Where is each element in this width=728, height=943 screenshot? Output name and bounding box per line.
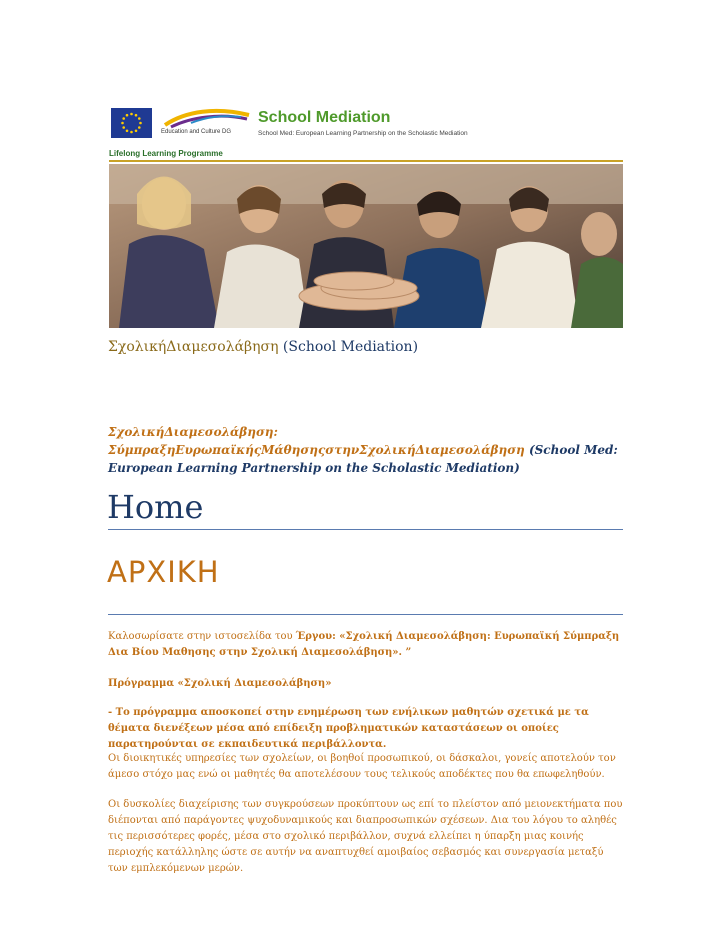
home-heading: Home <box>107 488 204 526</box>
project-heading-english: (School Med: <box>528 443 618 457</box>
site-title-greek: ΣχολικήΔιαμεσολάβηση <box>108 339 279 355</box>
project-heading <box>108 423 628 477</box>
difficulties-paragraph: Οι δυσκολίες διαχείρισης των συγκρούσεων προκύπτουν ως επί το πλείστον από μειονεκτήματα που διέπονται από παράγοντες ψυχοδυναμικούς και διαπροσωπικών σχέσεων. Δια του λόγου το αληθές τις περισσότερες φορές, μέσα στο σχολικό περιβάλλον, συχνά ελλείπει η ύπαρξη μιας κοινής περιοχής κατάλληλης ώστε σε αυτήν να αναπτυχθεί αμοιβαίος σεβασμός και συνεργασία μεταξύ των εμπλεκόμενων μερών. <box>108 799 623 874</box>
banner-divider <box>109 160 623 162</box>
programme-label: Lifelong Learning Programme <box>109 149 223 158</box>
header-banner <box>109 103 623 328</box>
welcome-project-name: Έργου: «Σχολική Διαμεσολάβηση: Ευρωπαϊκή Σύμπραξη Δια Βίου Μαθησης στην Σχολική Διαμεσολάβηση». ” <box>108 631 620 658</box>
site-title <box>108 339 418 355</box>
brand-title: School Mediation <box>258 109 391 126</box>
project-heading-line3: European Learning Partnership on the Scholastic Mediation) <box>108 461 520 475</box>
students-photo <box>109 164 623 328</box>
welcome-paragraph <box>108 629 623 661</box>
home-divider <box>108 529 623 530</box>
programme-title: Πρόγραμμα «Σχολική Διαμεσολάβηση» <box>108 678 332 689</box>
project-heading-line1: ΣχολικήΔιαμεσολάβηση: <box>108 425 278 439</box>
admin-paragraph: Οι διοικητικές υπηρεσίες των σχολείων, οι βοηθοί προσωπικού, οι δάσκαλοι, γονείς αποτελούν τον άμεσο στόχο μας ενώ οι μαθητές θα αποτελέσουν τους τελικούς αποδέκτες που θα επωφεληθούν. <box>108 753 616 780</box>
site-title-english: (School Mediation) <box>282 339 419 355</box>
welcome-prefix: Καλοσωρίσατε στην ιστοσελίδα του <box>108 631 296 642</box>
education-culture-logo <box>161 105 253 145</box>
dg-label: Education and Culture DG <box>161 129 232 135</box>
programme-description: - Το πρόγραμμα αποσκοπεί στην ενημέρωση των ενήλικων μαθητών σχετικά με τα θέματα διενέξεων μέσα από επίδειξη προβληματικών καταστάσεων οι οποίες παρατηρούνται σε εκπαιδευτικά περιβάλλοντα. <box>108 707 589 750</box>
arxiki-heading: ΑΡΧΙΚΗ <box>107 555 220 589</box>
project-heading-greek: ΣύμπραξηΕυρωπαϊκήςΜάθησηςστηνΣχολικήΔιαμεσολάβηση <box>108 443 525 457</box>
arxiki-divider <box>108 614 623 615</box>
project-heading-line2 <box>108 441 628 459</box>
eu-flag-icon <box>111 108 152 138</box>
brand-subtitle: School Med: European Learning Partnership on the Scholastic Mediation <box>258 130 468 137</box>
